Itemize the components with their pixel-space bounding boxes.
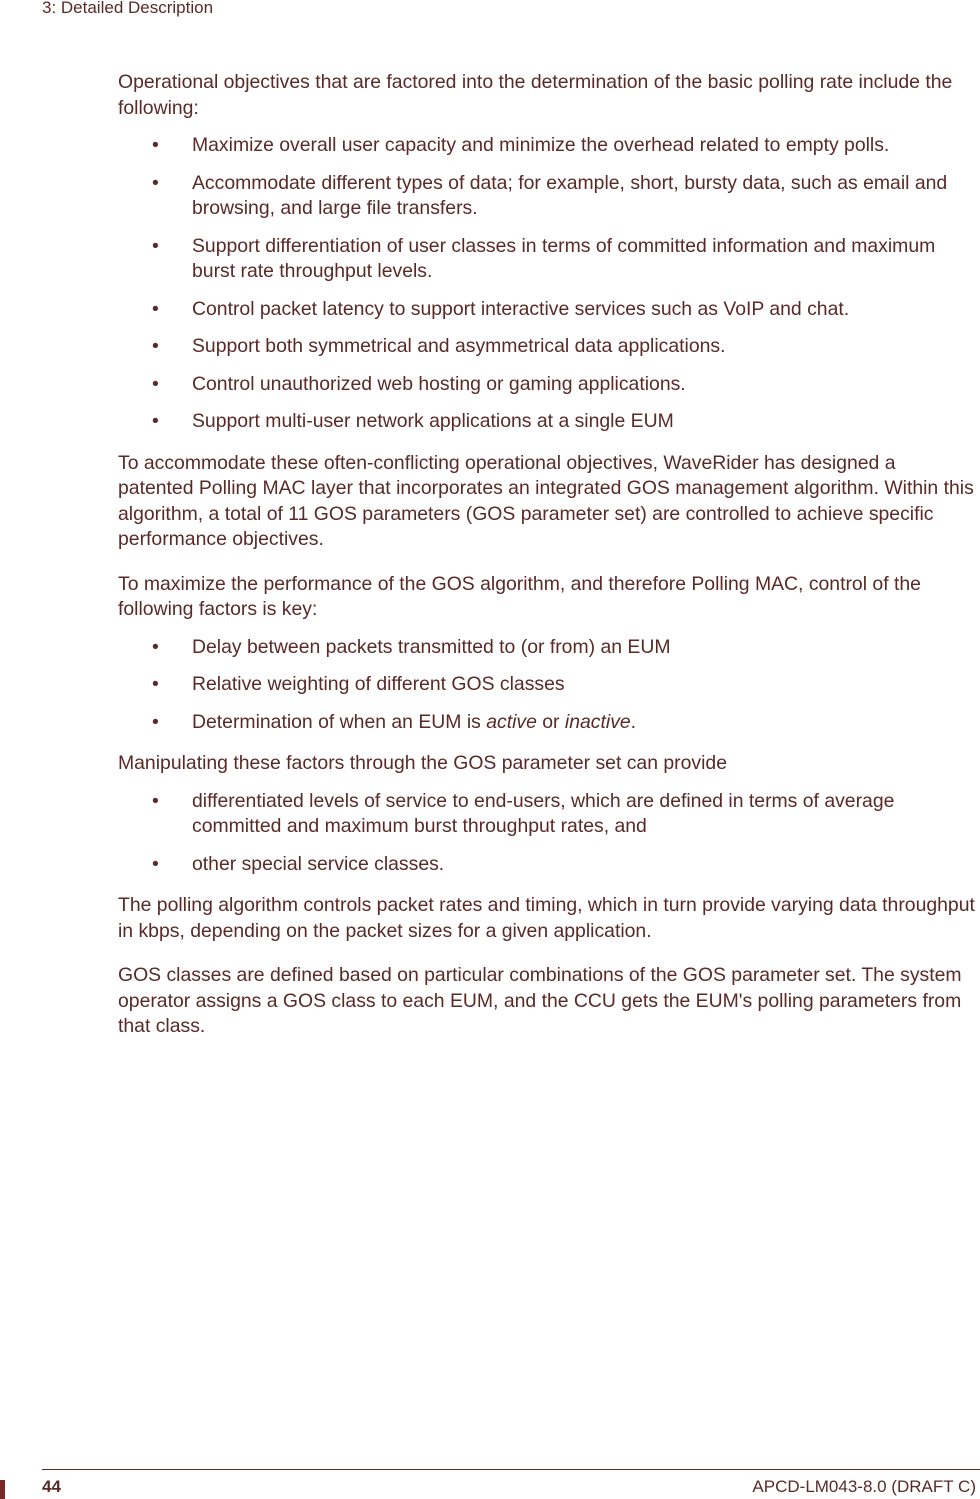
bullet-icon: • bbox=[152, 635, 159, 658]
document-body bbox=[118, 70, 976, 1059]
bullet-icon: • bbox=[152, 410, 159, 432]
bullet-icon: • bbox=[152, 134, 159, 156]
bullet-icon: • bbox=[152, 710, 159, 733]
list-item: • Delay between packets transmitted to (or from) an EUM bbox=[118, 635, 976, 661]
factors-list bbox=[118, 635, 976, 736]
list-item: • Support differentiation of user classes in terms of committed information and maximum burst rate throughput levels. bbox=[152, 234, 936, 282]
list-item: • differentiated levels of service to end-users, which are defined in terms of average committed and maximum burst throughput rates, and bbox=[152, 789, 895, 837]
objectives-list bbox=[118, 133, 976, 435]
bullet-icon: • bbox=[152, 789, 159, 812]
list-item: • Support multi-user network applications at a single EUM bbox=[118, 409, 976, 435]
intro-paragraph: Operational objectives that are factored into the determination of the basic polling rate include the following: bbox=[118, 71, 953, 119]
list-item: • Control unauthorized web hosting or gaming applications. bbox=[118, 372, 976, 398]
waverider-paragraph: To accommodate these often-conflicting operational objectives, WaveRider has designed a patented Polling MAC layer that incorporates an integrated GOS management algorithm. Within this algorithm, a total of 11 GOS parameters (GOS parameter set) are controlled to achieve specific performance objectives. bbox=[118, 451, 974, 550]
list-item: • Relative weighting of different GOS classes bbox=[118, 672, 976, 698]
bullet-icon: • bbox=[152, 335, 159, 357]
polling-paragraph: The polling algorithm controls packet rates and timing, which in turn provide varying data throughput in kbps, depending on the packet sizes for a given application. bbox=[118, 894, 975, 942]
document-id: APCD-LM043-8.0 (DRAFT C) bbox=[752, 1477, 976, 1496]
page-number: 44 bbox=[42, 1477, 61, 1496]
gos-classes-paragraph: GOS classes are defined based on particular combinations of the GOS parameter set. The system operator assigns a GOS class to each EUM, and the CCU gets the EUM's polling parameters from that class. bbox=[118, 964, 962, 1037]
bullet-icon: • bbox=[152, 297, 159, 320]
active-term: active bbox=[486, 710, 537, 733]
bullet-icon: • bbox=[152, 234, 159, 257]
footer-accent-bar bbox=[0, 1480, 5, 1499]
list-item: • Support both symmetrical and asymmetrical data applications. bbox=[118, 334, 976, 360]
bullet-icon: • bbox=[152, 673, 159, 695]
list-item: • Determination of when an EUM is active or inactive. bbox=[118, 710, 976, 736]
list-item: • Accommodate different types of data; for example, short, bursty data, such as email and browsing, and large file transfers. bbox=[152, 171, 948, 219]
bullet-icon: • bbox=[152, 372, 159, 395]
running-header-section-title: 3: Detailed Description bbox=[42, 0, 214, 17]
list-item: • Control packet latency to support interactive services such as VoIP and chat. bbox=[118, 297, 976, 323]
manipulating-paragraph: Manipulating these factors through the GOS parameter set can provide bbox=[118, 752, 727, 774]
list-item: • other special service classes. bbox=[118, 852, 976, 878]
bullet-icon: • bbox=[152, 171, 159, 194]
inactive-term: inactive bbox=[564, 710, 631, 733]
provides-list bbox=[118, 789, 976, 878]
maximize-paragraph: To maximize the performance of the GOS algorithm, and therefore Polling MAC, control of the following factors is key: bbox=[118, 572, 921, 620]
list-item: • Maximize overall user capacity and minimize the overhead related to empty polls. bbox=[118, 133, 976, 159]
footer-divider bbox=[42, 1469, 980, 1470]
bullet-icon: • bbox=[152, 852, 159, 875]
